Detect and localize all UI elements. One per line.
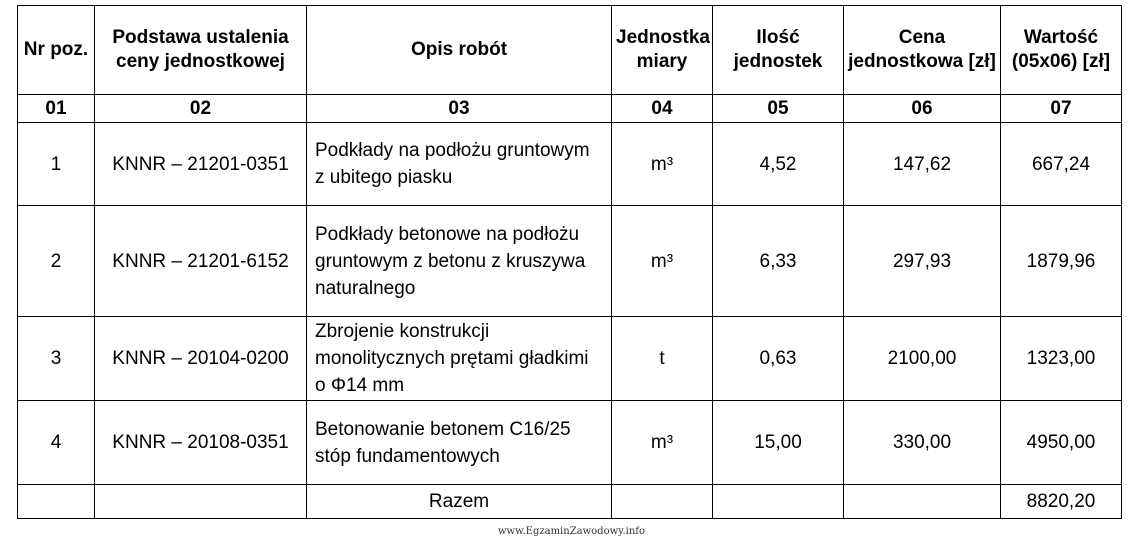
empty-cell (18, 485, 95, 519)
row-value: 1879,96 (1001, 206, 1122, 317)
row-unit: m³ (612, 123, 713, 206)
row-unit: m³ (612, 206, 713, 317)
header-description: Opis robót (307, 6, 612, 95)
row-basis: KNNR – 20104-0200 (95, 317, 307, 401)
column-number-row (18, 95, 1122, 123)
total-label: Razem (307, 485, 612, 519)
table-row (18, 317, 1122, 401)
total-row (18, 485, 1122, 519)
row-value: 667,24 (1001, 123, 1122, 206)
empty-cell (612, 485, 713, 519)
row-unit: t (612, 317, 713, 401)
row-nr: 1 (18, 123, 95, 206)
header-value: Wartość (05x06) [zł] (1001, 6, 1122, 95)
row-qty: 6,33 (713, 206, 844, 317)
site-footer: www.EgzaminZawodowy.info (497, 526, 646, 537)
header-qty: Ilość jednostek (713, 6, 844, 95)
row-price: 147,62 (844, 123, 1001, 206)
row-price: 330,00 (844, 401, 1001, 485)
empty-cell (844, 485, 1001, 519)
row-description: Betonowanie betonem C16/25 stóp fundamentowych (307, 401, 612, 485)
row-qty: 0,63 (713, 317, 844, 401)
column-number: 05 (713, 95, 844, 123)
header-unit: Jednostka miary (612, 6, 713, 95)
table-row (18, 206, 1122, 317)
row-basis: KNNR – 21201-6152 (95, 206, 307, 317)
total-value: 8820,20 (1001, 485, 1122, 519)
row-nr: 4 (18, 401, 95, 485)
column-number: 03 (307, 95, 612, 123)
row-price: 297,93 (844, 206, 1001, 317)
header-row (18, 6, 1122, 95)
row-basis: KNNR – 20108-0351 (95, 401, 307, 485)
header-nr: Nr poz. (18, 6, 95, 95)
row-value: 4950,00 (1001, 401, 1122, 485)
header-basis: Podstawa ustalenia ceny jednostkowej (95, 6, 307, 95)
row-basis: KNNR – 21201-0351 (95, 123, 307, 206)
table-row (18, 401, 1122, 485)
cost-estimate-table (17, 5, 1122, 519)
row-nr: 2 (18, 206, 95, 317)
row-price: 2100,00 (844, 317, 1001, 401)
table-row (18, 123, 1122, 206)
empty-cell (713, 485, 844, 519)
row-description: Podkłady na podłożu gruntowym z ubitego piasku (307, 123, 612, 206)
row-description: Zbrojenie konstrukcji monolitycznych prętami gładkimi o Φ14 mm (307, 317, 612, 401)
column-number: 07 (1001, 95, 1122, 123)
row-qty: 4,52 (713, 123, 844, 206)
empty-cell (95, 485, 307, 519)
column-number: 04 (612, 95, 713, 123)
column-number: 02 (95, 95, 307, 123)
row-qty: 15,00 (713, 401, 844, 485)
header-price: Cena jednostkowa [zł] (844, 6, 1001, 95)
column-number: 01 (18, 95, 95, 123)
row-description: Podkłady betonowe na podłożu gruntowym z betonu z kruszywa naturalnego (307, 206, 612, 317)
row-nr: 3 (18, 317, 95, 401)
column-number: 06 (844, 95, 1001, 123)
row-unit: m³ (612, 401, 713, 485)
row-value: 1323,00 (1001, 317, 1122, 401)
